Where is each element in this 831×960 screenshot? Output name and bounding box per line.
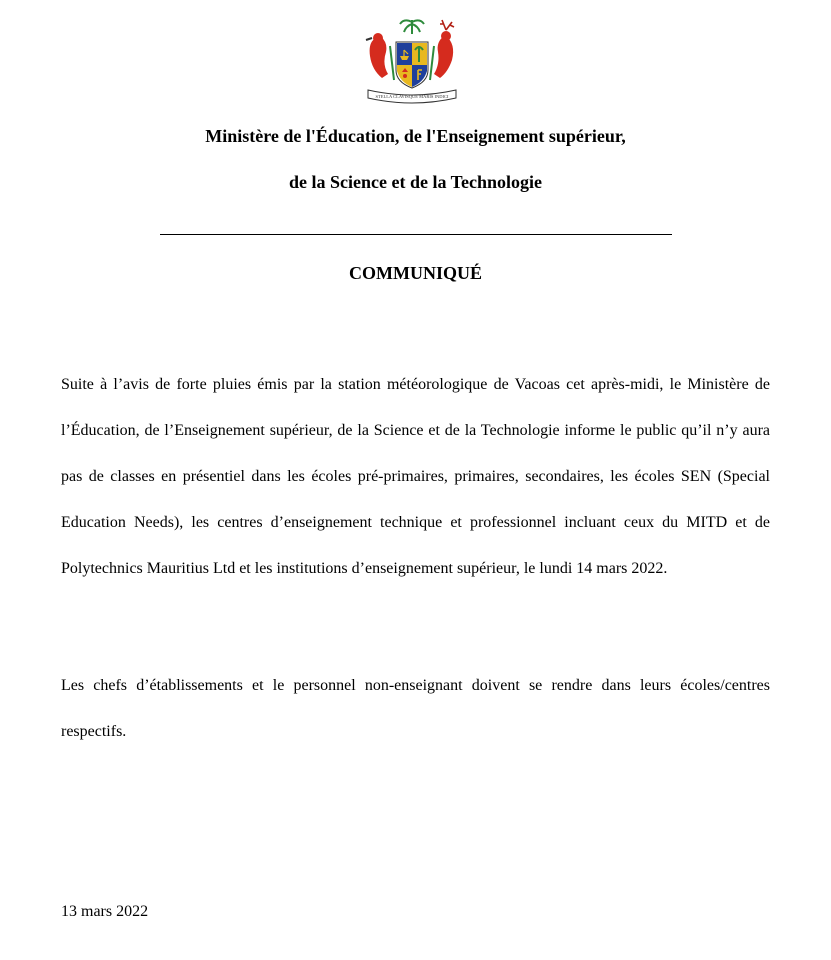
body-paragraph-2: Les chefs d’établissements et le personnel non-enseignant doivent se rendre dans leurs écoles/centres respectifs.	[61, 677, 770, 740]
coat-of-arms-icon	[360, 16, 464, 104]
ministry-name-line-1: Ministère de l'Éducation, de l'Enseignement supérieur,	[205, 126, 626, 146]
body-paragraph-1: Suite à l’avis de forte pluies émis par la station météorologique de Vacoas cet après-midi, le Ministère de l’Éducation, de l’Enseignement supérieur, de la Science et de la Technologie informe le public qu’il n’y aura pas de classes en présentiel dans les écoles pré-primaires, primaires, secondaires, les écoles SEN (Special Education Needs), les centres d’enseignement technique et professionnel incluant ceux du MITD et de Polytechnics Mauritius Ltd et les institutions d’enseignement supérieur, le lundi 14 mars 2022.	[61, 376, 770, 577]
document-title: COMMUNIQUÉ	[349, 263, 482, 283]
header-divider	[160, 234, 672, 235]
svg-text:STELLA CLAVISQUE MARIS INDICI: STELLA CLAVISQUE MARIS INDICI	[375, 94, 449, 99]
document-date: 13 mars 2022	[61, 903, 149, 920]
ministry-name-line-2: de la Science et de la Technologie	[289, 172, 542, 192]
